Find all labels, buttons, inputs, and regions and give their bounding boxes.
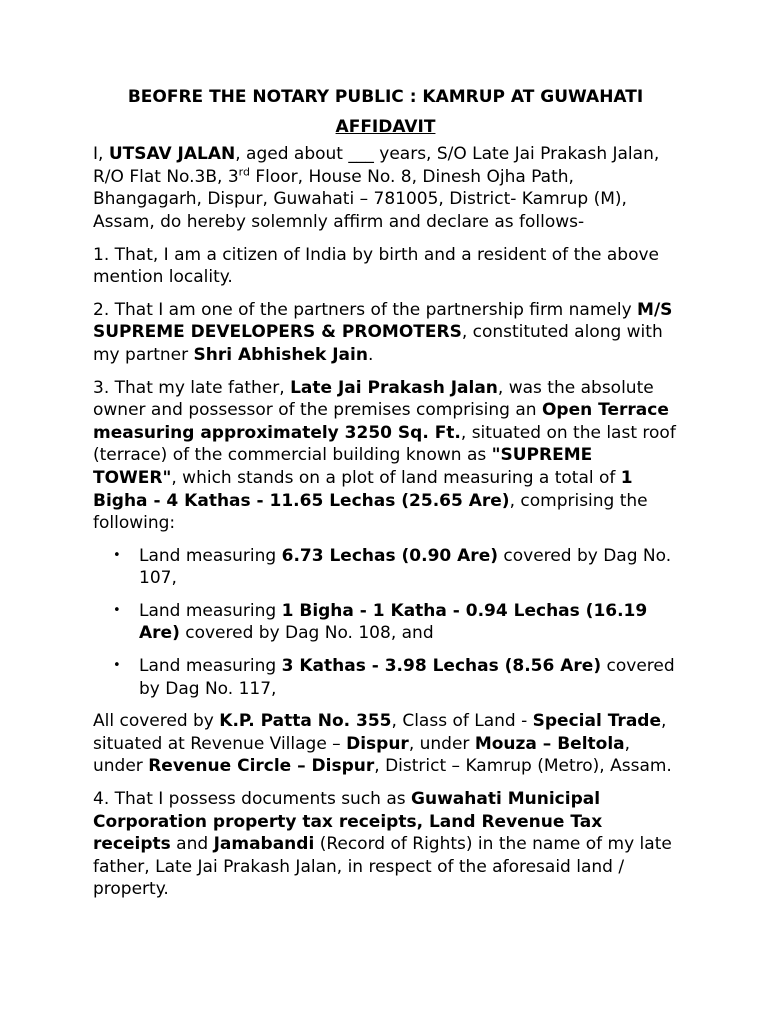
land-class: Special Trade (532, 711, 661, 732)
revenue-circle: Revenue Circle – Dispur (148, 756, 375, 777)
pall-text-4: , under (408, 733, 475, 754)
intro-text-2: , aged about ___ years, S/O Late Jai Prakash Jalan, R/O Flat No.3B, 3 (93, 144, 660, 187)
pall-text-5: , under (93, 733, 631, 777)
paragraph-3 (93, 377, 678, 535)
pall-text-2: , Class of Land - (391, 711, 533, 732)
paragraph-1: 1. That, I am a citizen of India by birth and a resident of the above mention locality. (93, 244, 660, 288)
terrace-measurement: Open Terrace measuring approximately 3250 Sq. Ft. (93, 400, 669, 443)
documents-list: Guwahati Municipal Corporation property tax receipts, Land Revenue Tax receipts (93, 789, 603, 855)
land-list (93, 545, 678, 701)
paragraph-4 (93, 788, 678, 901)
firm-name: M/S SUPREME DEVELOPERS & PROMOTERS (93, 299, 673, 343)
list-item (139, 655, 678, 700)
pall-text-3: , situated at Revenue Village – (93, 711, 667, 754)
bullet-measure: 3 Kathas - 3.98 Lechas (8.56 Are) (281, 656, 602, 677)
bullet-measure: 6.73 Lechas (0.90 Are) (281, 545, 498, 566)
paragraph-all-covered (93, 710, 678, 778)
bullet-pre: Land measuring (139, 545, 282, 566)
bullet-measure: 1 Bigha - 1 Katha - 0.94 Lechas (16.19 Are) (139, 600, 648, 644)
p3-text-5: , comprising the following: (93, 490, 648, 534)
p4-text-1: 4. That I possess documents such as (93, 789, 412, 810)
p2-text-2: , constituted along with my partner (93, 322, 663, 365)
intro-text-1: I, (93, 144, 109, 165)
bullet-pre: Land measuring (139, 600, 282, 621)
total-land-measure: 1 Bigha - 4 Kathas - 11.65 Lechas (25.65 Are) (93, 467, 633, 511)
deponent-name: UTSAV JALAN (108, 144, 236, 165)
document-title: AFFIDAVIT (335, 116, 436, 137)
partner-name: Shri Abhishek Jain (193, 344, 368, 365)
p3-text-3: , situated on the last roof (terrace) of the commercial building known as (93, 422, 676, 466)
revenue-village: Dispur (346, 733, 409, 754)
intro-paragraph (93, 143, 678, 233)
p3-text-2: , was the absolute owner and possessor of the premises comprising an (93, 377, 654, 421)
p4-text-3: (Record of Rights) in the name of my late father, Late Jai Prakash Jalan, in respect of the aforesaid land / property. (93, 834, 672, 900)
bullet-post: covered by Dag No. 108, and (179, 623, 434, 644)
document-heading: BEOFRE THE NOTARY PUBLIC : KAMRUP AT GUWAHATI (127, 87, 644, 107)
pall-text-1: All covered by (93, 711, 220, 732)
ordinal-suffix: rd (238, 165, 250, 179)
patta-number: K.P. Patta No. 355 (219, 711, 392, 732)
list-item (139, 600, 678, 645)
p3-text-4: , which stands on a plot of land measuring a total of (171, 467, 621, 488)
intro-text-3: Floor, House No. 8, Dinesh Ojha Path, Bhangagarh, Dispur, Guwahati – 781005, District- Kamrup (M), Assam, do hereby solemnly affirm and declare as follows- (93, 166, 627, 232)
p4-text-2: and (170, 834, 214, 855)
father-name: Late Jai Prakash Jalan (290, 377, 498, 398)
p2-text-3: . (367, 344, 374, 365)
paragraph-2 (93, 299, 678, 367)
p3-text-1: 3. That my late father, (93, 377, 291, 398)
list-item (139, 545, 678, 590)
bullet-pre: Land measuring (139, 656, 282, 677)
mouza-name: Mouza – Beltola (474, 733, 625, 754)
p2-text-1: 2. That I am one of the partners of the partnership firm namely (93, 299, 638, 320)
jamabandi: Jamabandi (213, 834, 315, 855)
pall-text-6: , District – Kamrup (Metro), Assam. (374, 756, 672, 777)
bullet-post: covered by Dag No. 117, (139, 656, 675, 699)
bullet-post: covered by Dag No. 107, (139, 545, 672, 589)
building-name: "SUPREME TOWER" (93, 445, 593, 488)
